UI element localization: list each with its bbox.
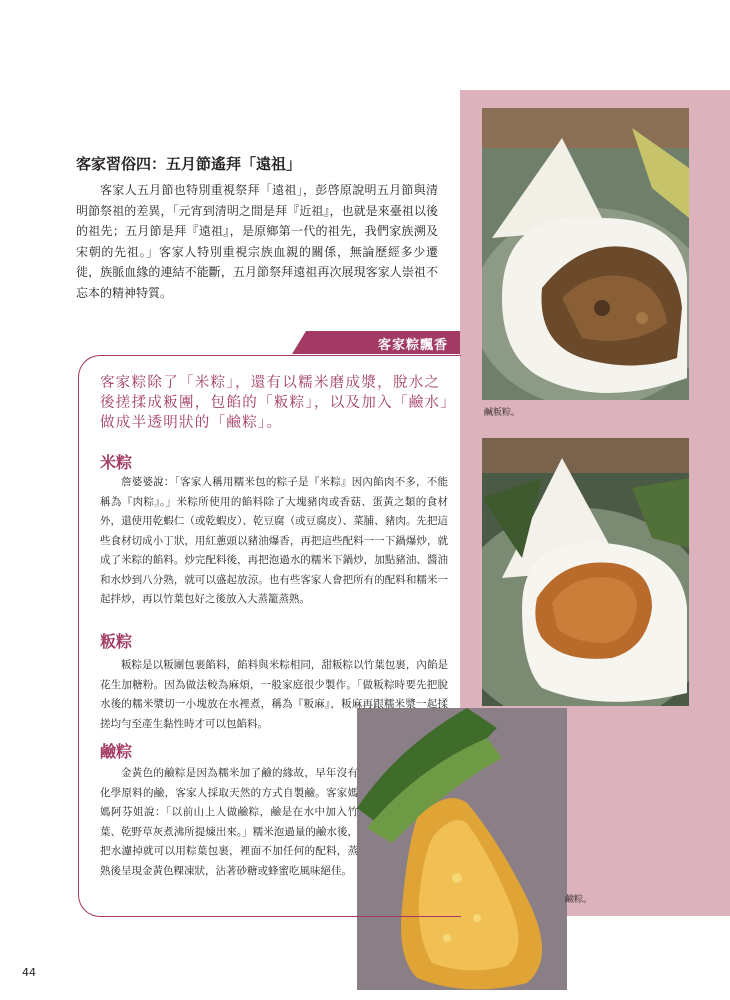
section-title: 客家習俗四：五月節遙拜「遠祖」 bbox=[76, 155, 302, 173]
photo-caption: 鹼粽。 bbox=[565, 895, 593, 905]
salty-ban-zong-photo bbox=[482, 108, 689, 400]
page-number: 44 bbox=[22, 966, 36, 979]
subsection-title-alkaline-zong: 鹼粽 bbox=[100, 742, 133, 761]
subsection-title-ban-zong: 粄粽 bbox=[100, 632, 133, 651]
section-banner bbox=[292, 331, 460, 354]
body-paragraph: 粄粽是以粄團包裹餡料，餡料與米粽相同，甜粄粽以竹葉包裹，內餡是花生加糖粉。因為做法較為麻煩，一般家庭很少製作。「做粄粽時要先把脫水後的糯米漿切一小塊放在水裡煮，稱為『粄麻』，粄麻再跟糯米漿一起揉搓均勻至產生黏性時才可以包餡料。 bbox=[100, 659, 448, 730]
lead-paragraph: 客家粽除了「米粽」，還有以糯米磨成漿，脫水之後搓揉成粄團，包餡的「粄粽」，以及加入「鹼水」做成半透明狀的「鹼粽」。 bbox=[100, 375, 449, 431]
subsection-text-alkaline-zong bbox=[100, 764, 358, 881]
body-paragraph: 金黃色的鹼粽是因為糯米加了鹼的緣故，早年沒有化學原料的鹼，客家人採取天然的方式自製鹼。客家媽媽阿芬姐說：「以前山上人做鹼粽，鹼是在水中加入竹葉、乾野草灰煮沸所提煉出來。」糯米泡過量的鹼水後，把水濾掉就可以用粽葉包裹，裡面不加任何的配料，蒸熟後呈現金黃色粿凍狀，沾著砂糖或蜂蜜吃風味絕佳。 bbox=[100, 767, 358, 877]
subsection-text-ban-zong bbox=[100, 656, 448, 734]
intro-paragraph bbox=[76, 180, 438, 303]
banner-label: 客家粽飄香 bbox=[377, 338, 448, 353]
intro-text: 客家人五月節也特別重視祭拜「遠祖」，彭啓原說明五月節與清明節祭祖的差異，「元宵到清明之間是拜『近祖』，也就是來臺祖以後的祖先；五月節是拜『遠祖』，是原鄉第一代的祖先，我們家族溯及宋朝的先祖。」客家人特別重視宗族血親的關係，無論歷經多少遷徙，族脈血緣的連結不能斷，五月節祭拜遠祖再次展現客家人崇祖不忘本的精神特質。 bbox=[76, 183, 438, 300]
body-paragraph: 詹婆婆說：「客家人稱用糯米包的粽子是『米粽』因內餡肉不多，不能稱為『肉粽』。」米粽所使用的餡料除了大塊豬肉或香菇、蛋黃之類的食材外，還使用乾蝦仁（或乾蝦皮）、乾豆腐（或豆腐皮）、菜脯、豬肉。先把這些食材切成小丁狀，用紅蔥頭以豬油爆香，再把這些配料一一下鍋爆炒，就成了米粽的餡料。炒完配料後，再把泡過水的糯米下鍋炒，加點豬油、醬油和水炒到八分熟，就可以盛起放涼。也有些客家人會把所有的配料和糯米一起拌炒，再以竹葉包好之後放入大蒸籠蒸熟。 bbox=[100, 476, 448, 605]
sweet-ban-zong-photo bbox=[482, 438, 689, 706]
subsection-text-rice-zong bbox=[100, 473, 448, 610]
photo-caption: 鹹粄粽。 bbox=[484, 408, 521, 418]
subsection-title-rice-zong: 米粽 bbox=[100, 453, 133, 472]
